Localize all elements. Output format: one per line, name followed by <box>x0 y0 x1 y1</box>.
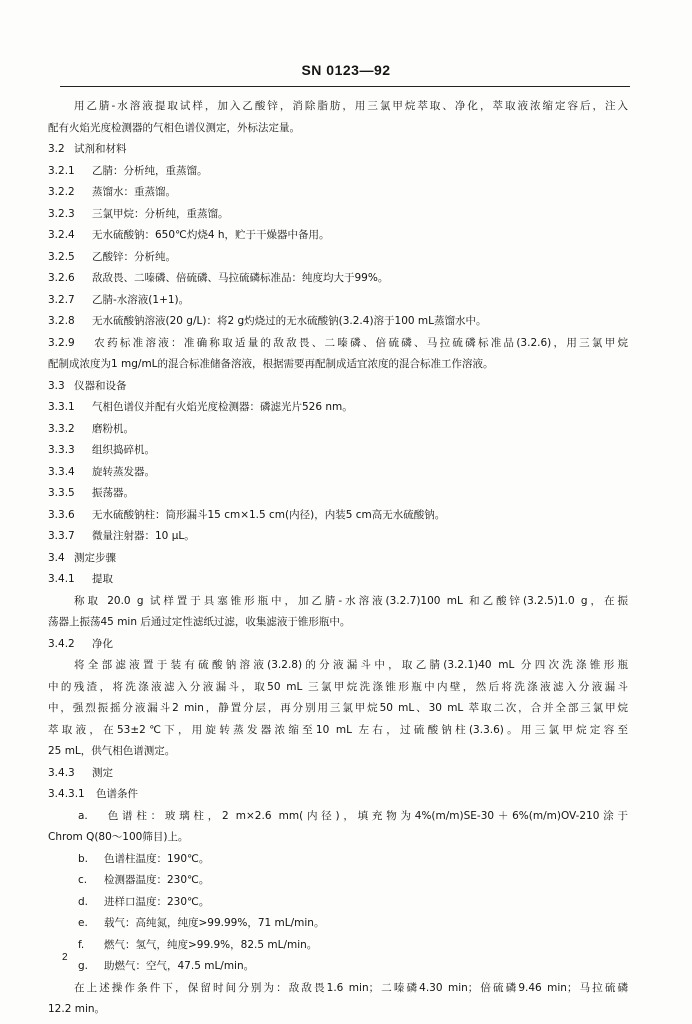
subsection-number: 3.4.1 <box>48 573 75 585</box>
item-text: 乙腈-水溶液(1+1)。 <box>92 293 190 306</box>
condition-letter: d. <box>78 895 89 908</box>
reagent-item <box>48 290 628 312</box>
condition-text: 色谱柱温度：190℃。 <box>104 852 210 865</box>
subsection-title: 测定 <box>92 766 113 779</box>
apparatus-item <box>48 419 628 441</box>
cleanup-line: 将全部滤液置于装有硫酸钠溶液(3.2.8)的分液漏斗中，取乙腈(3.2.1)40 mL 分四次洗涤锥形瓶 <box>74 659 628 671</box>
extraction-line: 荡器上振荡45 min 后通过定性滤纸过滤，收集滤液于锥形瓶中。 <box>48 616 351 628</box>
cleanup-line: 25 mL，供气相色谱测定。 <box>48 745 176 757</box>
section-title: 试剂和材料 <box>74 143 127 155</box>
item-text: 无水硫酸钠溶液(20 g/L)：将2 g灼烧过的无水硫酸钠(3.2.4)溶于100 mL蒸馏水中。 <box>92 315 487 327</box>
condition-item <box>48 956 628 978</box>
apparatus-item <box>48 526 628 548</box>
section-number: 3.2 <box>48 143 65 155</box>
item-text: 微量注射器：10 μL。 <box>92 530 195 542</box>
standard-code-header: SN 0123—92 <box>301 62 391 78</box>
reagent-item <box>48 247 628 269</box>
item-number: 3.2.3 <box>48 207 75 220</box>
condition-item <box>48 806 628 828</box>
section-heading-3-2 <box>48 139 628 161</box>
apparatus-item <box>48 505 628 527</box>
item-text: 磨粉机。 <box>92 422 134 435</box>
item-number: 3.3.5 <box>48 487 75 499</box>
cleanup-line: 萃取液，在53±2℃下，用旋转蒸发器浓缩至10 mL 左右，过硫酸钠柱(3.3.6)。用三氯甲烷定容至 <box>48 723 628 736</box>
reagent-item <box>48 225 628 247</box>
condition-letter: e. <box>78 917 88 929</box>
condition-text: 助燃气：空气，47.5 mL/min。 <box>104 960 255 972</box>
header-rule <box>60 86 630 87</box>
item-text: 组织捣碎机。 <box>92 444 155 456</box>
section-number: 3.3 <box>48 379 65 392</box>
item-number: 3.3.3 <box>48 444 75 456</box>
section-title: 仪器和设备 <box>74 379 127 392</box>
document-body <box>48 96 628 1021</box>
item-number: 3.3.7 <box>48 530 75 542</box>
item-number: 3.3.1 <box>48 401 75 413</box>
reagent-item <box>48 333 628 355</box>
item-number: 3.2.5 <box>48 250 75 263</box>
section-title: 测定步骤 <box>74 551 116 564</box>
item-text: 敌敌畏、二嗪磷、倍硫磷、马拉硫磷标准品：纯度均大于99%。 <box>92 272 389 284</box>
item-text: 气相色谱仪并配有火焰光度检测器：磷滤光片526 nm。 <box>92 401 353 413</box>
reagent-item <box>48 182 628 204</box>
item-number: 3.2.9 <box>48 336 75 349</box>
condition-text: 色谱柱：玻璃柱，2 m×2.6 mm(内径)，填充物为4%(m/m)SE-30＋6%(m/m)OV-210涂于 <box>104 809 628 822</box>
intro-line: 用乙腈-水溶液提取试样，加入乙酸锌，消除脂肪，用三氯甲烷萃取、净化，萃取液浓缩定容后，注入 <box>74 100 628 112</box>
condition-item <box>48 913 628 935</box>
extraction-line: 称取 20.0 g 试样置于具塞锥形瓶中，加乙腈-水溶液(3.2.7)100 mL 和乙酸锌(3.2.5)1.0 g，在振 <box>74 594 628 607</box>
item-number: 3.2.6 <box>48 272 75 284</box>
item-number: 3.2.2 <box>48 186 75 198</box>
cleanup-line: 中的残渣，将洗涤液滤入分液漏斗，取50 mL 三氯甲烷洗涤锥形瓶中内壁，然后将洗涤液滤入分液漏斗 <box>48 680 628 693</box>
apparatus-item <box>48 483 628 505</box>
item-number: 3.3.4 <box>48 465 75 478</box>
section-heading-3-3 <box>48 376 628 398</box>
apparatus-item <box>48 462 628 484</box>
subsection-heading-3-4-1 <box>48 569 628 591</box>
intro-line: 配有火焰光度检测器的气相色谱仪测定，外标法定量。 <box>48 121 300 134</box>
item-text: 旋转蒸发器。 <box>92 465 155 478</box>
item-number: 3.2.4 <box>48 229 75 241</box>
section-number: 3.4 <box>48 551 65 564</box>
subsection-number: 3.4.3.1 <box>48 788 85 800</box>
condition-item <box>48 849 628 871</box>
item-text: 振荡器。 <box>92 487 134 499</box>
subsection-title: 净化 <box>92 637 113 650</box>
apparatus-item <box>48 440 628 462</box>
condition-letter: g. <box>78 960 89 972</box>
reagent-item <box>48 161 628 183</box>
subsection-heading-3-4-3 <box>48 763 628 785</box>
reagent-item-continuation: 配制成浓度为1 mg/mL的混合标准储备溶液，根据需要再配制成适宜浓度的混合标准工作溶液。 <box>48 358 494 370</box>
item-text: 无水硫酸钠：650℃灼烧4 h，贮于干燥器中备用。 <box>92 229 330 241</box>
subsection-heading-3-4-3-1 <box>48 784 628 806</box>
item-text: 乙酸锌：分析纯。 <box>92 250 176 263</box>
apparatus-item <box>48 397 628 419</box>
item-text: 农药标准溶液：准确称取适量的敌敌畏、二嗪磷、倍硫磷、马拉硫磷标准品(3.2.6)，用三氯甲烷 <box>92 336 628 349</box>
retention-line: 在上述操作条件下，保留时间分别为：敌敌畏1.6 min；二嗪磷4.30 min；倍硫磷9.46 min；马拉硫磷 <box>74 981 628 994</box>
page-number: 2 <box>62 952 68 963</box>
section-heading-3-4 <box>48 548 628 570</box>
reagent-item <box>48 311 628 333</box>
condition-item <box>48 870 628 892</box>
cleanup-line: 中，强烈振摇分液漏斗2 min，静置分层，再分别用三氯甲烷50 mL、30 mL 萃取二次，合并全部三氯甲烷 <box>48 702 628 714</box>
condition-item <box>48 892 628 914</box>
subsection-number: 3.4.3 <box>48 766 75 779</box>
item-number: 3.2.7 <box>48 293 75 306</box>
subsection-title: 提取 <box>92 573 113 585</box>
reagent-item <box>48 268 628 290</box>
condition-text: 检测器温度：230℃。 <box>104 874 210 886</box>
item-number: 3.2.8 <box>48 315 75 327</box>
condition-letter: a. <box>78 809 88 822</box>
item-number: 3.2.1 <box>48 164 75 177</box>
condition-item <box>48 935 628 957</box>
subsection-number: 3.4.2 <box>48 637 75 650</box>
item-text: 乙腈：分析纯，重蒸馏。 <box>92 164 208 177</box>
condition-item-continuation: Chrom Q(80～100筛目)上。 <box>48 831 189 843</box>
retention-line: 12.2 min。 <box>48 1003 106 1015</box>
subsection-heading-3-4-2 <box>48 634 628 656</box>
reagent-item <box>48 204 628 226</box>
condition-text: 载气：高纯氮，纯度>99.99%，71 mL/min。 <box>104 917 325 929</box>
item-number: 3.3.2 <box>48 422 75 435</box>
item-text: 蒸馏水：重蒸馏。 <box>92 186 176 198</box>
condition-text: 燃气：氢气，纯度>99.9%，82.5 mL/min。 <box>104 938 318 951</box>
condition-text: 进样口温度：230℃。 <box>104 895 210 908</box>
item-number: 3.3.6 <box>48 508 75 521</box>
condition-letter: c. <box>78 874 88 886</box>
condition-letter: f. <box>78 938 85 951</box>
item-text: 三氯甲烷：分析纯，重蒸馏。 <box>92 207 229 220</box>
subsection-title: 色谱条件 <box>96 788 138 800</box>
item-text: 无水硫酸钠柱：筒形漏斗15 cm×1.5 cm(内径)，内装5 cm高无水硫酸钠。 <box>92 508 446 521</box>
condition-letter: b. <box>78 852 89 865</box>
